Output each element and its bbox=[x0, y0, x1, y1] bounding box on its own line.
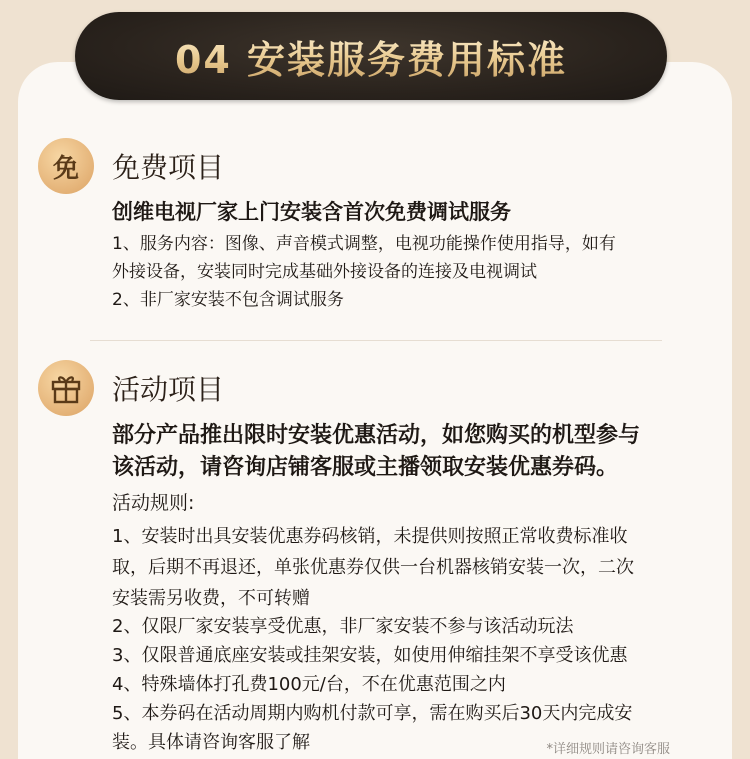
free-badge-icon: 免 bbox=[38, 138, 94, 194]
activity-section-header bbox=[38, 360, 224, 416]
rule-line-5: 3、仅限普通底座安装或挂架安装，如使用伸缩挂架不享受该优惠 bbox=[112, 645, 628, 666]
rule-line-2: 取，后期不再退还，单张优惠券仅供一台机器核销安装一次，二次 bbox=[112, 557, 634, 578]
free-section-title: 免费项目 bbox=[112, 151, 225, 184]
free-section-header bbox=[38, 138, 224, 194]
rules-title: 活动规则: bbox=[112, 492, 195, 514]
rule-line-3: 安装需另收费，不可转赠 bbox=[112, 588, 310, 609]
free-lead-text: 创维电视厂家上门安装含首次免费调试服务 bbox=[112, 200, 511, 224]
gift-icon bbox=[38, 360, 94, 416]
rule-line-4: 2、仅限厂家安装享受优惠，非厂家安装不参与该活动玩法 bbox=[112, 616, 574, 637]
rule-line-6: 4、特殊墙体打孔费100元/台，不在优惠范围之内 bbox=[112, 674, 506, 695]
rule-line-8: 装。具体请咨询客服了解 bbox=[112, 732, 310, 753]
activity-intro-1: 部分产品推出限时安装优惠活动，如您购买的机型参与 bbox=[112, 423, 641, 448]
section-banner bbox=[75, 12, 667, 100]
rule-line-7: 5、本券码在活动周期内购机付款可享，需在购买后30天内完成安 bbox=[112, 703, 633, 724]
free-line-2: 外接设备，安装同时完成基础外接设备的连接及电视调试 bbox=[112, 262, 537, 282]
free-line-1: 1、服务内容：图像、声音模式调整，电视功能操作使用指导，如有 bbox=[112, 234, 616, 254]
activity-section-title: 活动项目 bbox=[112, 373, 225, 406]
section-divider bbox=[90, 340, 662, 341]
footnote: *详细规则请咨询客服 bbox=[546, 742, 670, 757]
free-line-3: 2、非厂家安装不包含调试服务 bbox=[112, 290, 344, 310]
activity-intro-2: 该活动，请咨询店铺客服或主播领取安装优惠券码。 bbox=[112, 455, 619, 480]
banner-title: 04 安装服务费用标准 bbox=[175, 29, 567, 84]
rule-line-1: 1、安装时出具安装优惠券码核销，未提供则按照正常收费标准收 bbox=[112, 526, 628, 547]
